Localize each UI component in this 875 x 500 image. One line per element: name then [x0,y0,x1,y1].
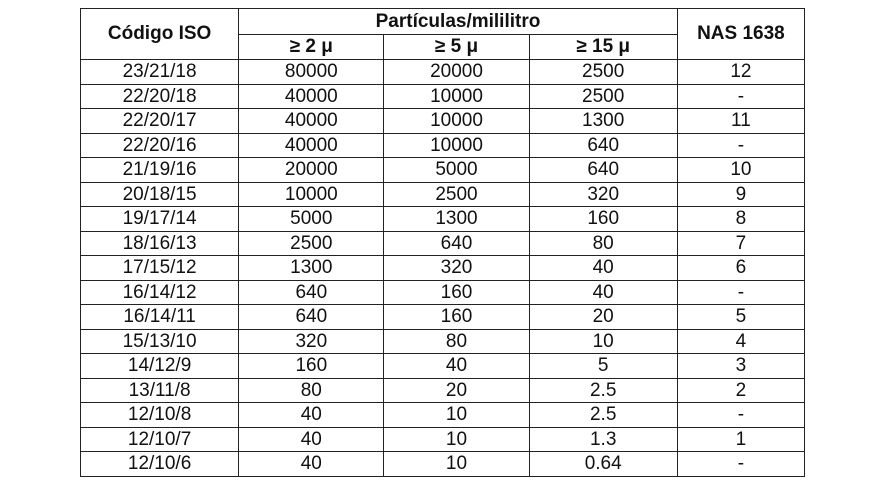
nas-class-cell: 11 [677,109,804,134]
particles-5-micron-cell: 160 [384,305,529,330]
table-row [81,452,805,477]
nas-1638-header: NAS 1638 [677,9,804,60]
table-row [81,329,805,354]
size-5-micron-header: ≥ 5 μ [384,35,529,60]
size-15-micron-header: ≥ 15 μ [529,35,677,60]
particles-2-micron-cell: 10000 [239,182,384,207]
particles-15-micron-cell: 40 [529,280,677,305]
table-row [81,354,805,379]
iso-code-cell: 22/20/17 [81,109,239,134]
iso-code-cell: 20/18/15 [81,182,239,207]
particles-2-micron-cell: 320 [239,329,384,354]
table-row [81,133,805,158]
iso-code-cell: 17/15/12 [81,256,239,281]
iso-code-cell: 13/11/8 [81,378,239,403]
nas-class-cell: 6 [677,256,804,281]
particles-5-micron-cell: 10 [384,403,529,428]
particles-15-micron-cell: 5 [529,354,677,379]
iso-code-cell: 14/12/9 [81,354,239,379]
iso-code-cell: 21/19/16 [81,158,239,183]
table-row [81,427,805,452]
table-body [81,60,805,477]
nas-class-cell: - [677,84,804,109]
particles-5-micron-cell: 80 [384,329,529,354]
table-row [81,231,805,256]
particles-2-micron-cell: 40 [239,452,384,477]
table-row [81,378,805,403]
particles-15-micron-cell: 160 [529,207,677,232]
particles-15-micron-cell: 2.5 [529,378,677,403]
nas-class-cell: 10 [677,158,804,183]
nas-class-cell: 5 [677,305,804,330]
table-row [81,305,805,330]
particles-2-micron-cell: 40000 [239,133,384,158]
particles-2-micron-cell: 80000 [239,60,384,85]
iso-code-cell: 23/21/18 [81,60,239,85]
table-row [81,60,805,85]
particles-5-micron-cell: 40 [384,354,529,379]
particles-5-micron-cell: 10000 [384,133,529,158]
particles-5-micron-cell: 10 [384,427,529,452]
particles-15-micron-cell: 640 [529,158,677,183]
table-row [81,207,805,232]
iso-code-cell: 12/10/6 [81,452,239,477]
table-row [81,84,805,109]
particles-2-micron-cell: 2500 [239,231,384,256]
particles-2-micron-cell: 40 [239,427,384,452]
particles-15-micron-cell: 2500 [529,60,677,85]
nas-class-cell: 2 [677,378,804,403]
particles-2-micron-cell: 40000 [239,84,384,109]
iso-code-header: Código ISO [81,9,239,60]
particles-15-micron-cell: 1300 [529,109,677,134]
iso-code-cell: 19/17/14 [81,207,239,232]
nas-class-cell: 3 [677,354,804,379]
iso-code-cell: 16/14/11 [81,305,239,330]
particles-15-micron-cell: 2500 [529,84,677,109]
nas-class-cell: 8 [677,207,804,232]
particles-15-micron-cell: 2.5 [529,403,677,428]
particles-5-micron-cell: 20000 [384,60,529,85]
table-row [81,109,805,134]
particles-5-micron-cell: 20 [384,378,529,403]
particles-15-micron-cell: 1.3 [529,427,677,452]
particles-5-micron-cell: 10 [384,452,529,477]
iso-code-cell: 18/16/13 [81,231,239,256]
nas-class-cell: - [677,280,804,305]
particles-5-micron-cell: 320 [384,256,529,281]
nas-class-cell: - [677,133,804,158]
nas-class-cell: 7 [677,231,804,256]
particles-2-micron-cell: 40 [239,403,384,428]
particles-5-micron-cell: 1300 [384,207,529,232]
particles-2-micron-cell: 80 [239,378,384,403]
particles-2-micron-cell: 20000 [239,158,384,183]
particles-15-micron-cell: 80 [529,231,677,256]
particles-15-micron-cell: 40 [529,256,677,281]
nas-class-cell: 12 [677,60,804,85]
particles-2-micron-cell: 5000 [239,207,384,232]
particles-2-micron-cell: 160 [239,354,384,379]
iso-code-cell: 16/14/12 [81,280,239,305]
particles-15-micron-cell: 10 [529,329,677,354]
nas-class-cell: 4 [677,329,804,354]
table-row [81,182,805,207]
particles-5-micron-cell: 10000 [384,109,529,134]
nas-class-cell: 1 [677,427,804,452]
particles-5-micron-cell: 2500 [384,182,529,207]
size-2-micron-header: ≥ 2 μ [239,35,384,60]
header-row [81,9,805,35]
iso-cleanliness-table [80,8,805,477]
table-row [81,403,805,428]
particles-per-ml-header: Partículas/mililitro [239,9,678,35]
particles-15-micron-cell: 20 [529,305,677,330]
iso-code-cell: 15/13/10 [81,329,239,354]
particles-15-micron-cell: 320 [529,182,677,207]
nas-class-cell: - [677,452,804,477]
iso-code-cell: 12/10/8 [81,403,239,428]
nas-class-cell: 9 [677,182,804,207]
particles-2-micron-cell: 40000 [239,109,384,134]
table-row [81,256,805,281]
iso-code-cell: 12/10/7 [81,427,239,452]
particles-15-micron-cell: 0.64 [529,452,677,477]
particles-2-micron-cell: 1300 [239,256,384,281]
particles-5-micron-cell: 160 [384,280,529,305]
table-row [81,280,805,305]
table-row [81,158,805,183]
particles-5-micron-cell: 640 [384,231,529,256]
particles-5-micron-cell: 10000 [384,84,529,109]
iso-code-cell: 22/20/16 [81,133,239,158]
nas-class-cell: - [677,403,804,428]
particles-2-micron-cell: 640 [239,305,384,330]
particles-2-micron-cell: 640 [239,280,384,305]
particles-5-micron-cell: 5000 [384,158,529,183]
particles-15-micron-cell: 640 [529,133,677,158]
iso-code-cell: 22/20/18 [81,84,239,109]
